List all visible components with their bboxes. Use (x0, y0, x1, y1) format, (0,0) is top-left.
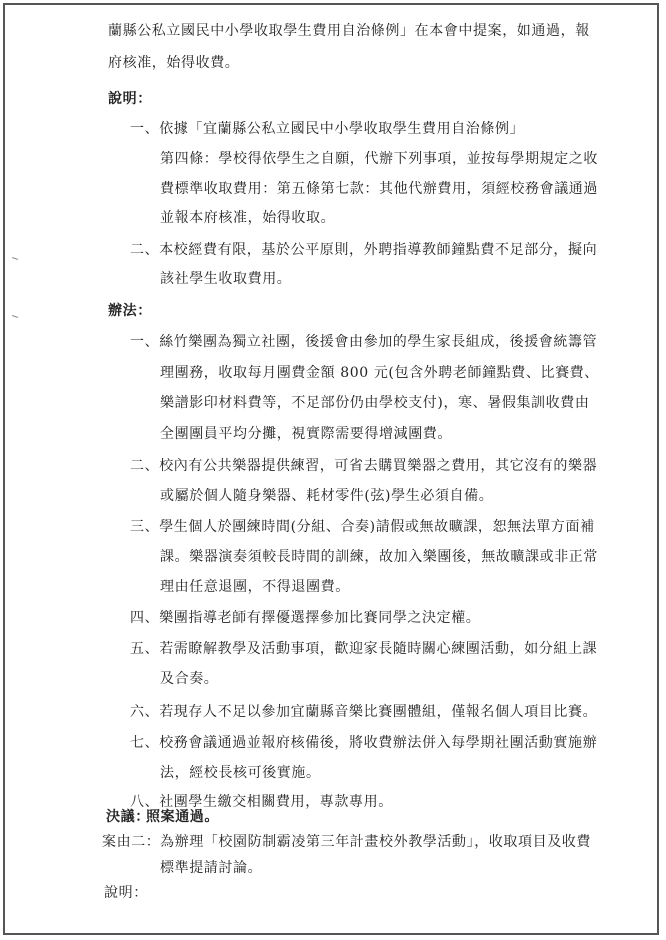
footer-explanation: 說明： (104, 885, 148, 901)
case2-label: 案由二： (102, 834, 161, 850)
method-item-line: 全團團員平均分攤，視實際需要得增減團費。 (160, 426, 452, 442)
resolution-text: 照案通過。 (146, 809, 219, 825)
method-item-line: 四、樂團指導老師有擇優選擇參加比賽同學之決定權。 (130, 610, 481, 626)
case2-line: 標準提請討論。 (160, 860, 263, 876)
intro-line: 蘭縣公私立國民中小學收取學生費用自治條例」在本會中提案，如通過，報 (108, 23, 590, 39)
explanation-sub-line: 並報本府核准，始得收取。 (160, 210, 336, 226)
explanation-sub-line: 第四條：學校得依學生之自願，代辦下列事項，並按每學期規定之收 (160, 151, 598, 167)
method-item-line: 一、絲竹樂團為獨立社團，後援會由參加的學生家長組成，後援會統籌管 (130, 334, 598, 350)
method-item-line: 五、若需瞭解教學及活動事項，歡迎家長隨時關心練團活動，如分組上課 (130, 641, 598, 657)
resolution-label: 決議： (106, 809, 150, 825)
method-item-line: 及合奏。 (160, 671, 219, 687)
explanation-item-line: 二、本校經費有限，基於公平原則，外聘指導教師鐘點費不足部分，擬向 (130, 242, 598, 258)
explanation-item-line: 一、依據「宜蘭縣公私立國民中小學收取學生費用自治條例」 (130, 121, 525, 137)
method-item-line: 課。樂器演奏須較長時間的訓練，故加入樂團後，無故曠課或非正常 (160, 549, 598, 565)
case2-line: 為辦理「校園防制霸凌第三年計畫校外教學活動」，收取項目及收費 (160, 834, 591, 850)
intro-line: 府核准，始得收費。 (108, 55, 240, 71)
method-item-line: 八、社團學生繳交相關費用，專款專用。 (130, 794, 393, 810)
explanation-heading: 說明： (108, 91, 152, 107)
method-item-line: 理由任意退團，不得退團費。 (160, 579, 350, 595)
method-item-line: 二、校內有公共樂器提供練習，可省去購買樂器之費用，其它沒有的樂器 (130, 458, 598, 474)
method-heading: 辦法： (108, 303, 152, 319)
explanation-item-line: 該社學生收取費用。 (160, 271, 292, 287)
method-item-line: 法，經校長核可後實施。 (160, 765, 321, 781)
method-item-line: 或屬於個人隨身樂器、耗材零件(弦)學生必須自備。 (160, 488, 494, 504)
method-item-line: 六、若現存人不足以參加宜蘭縣音樂比賽團體組，僅報名個人項目比賽。 (130, 704, 598, 720)
method-item-line: 理團務，收取每月團費金額 800 元(包含外聘老師鐘點費、比賽費、 (160, 365, 599, 381)
method-item-line: 樂譜影印材料費等，不足部份仍由學校支付)，寒、暑假集訓收費由 (160, 395, 590, 411)
method-item-line: 三、學生個人於團練時間(分組、合奏)請假或無故曠課，恕無法單方面補 (130, 519, 595, 535)
explanation-sub-line: 費標準收取費用：第五條第七款：其他代辦費用，須經校務會議通過 (160, 181, 598, 197)
method-item-line: 七、校務會議通過並報府核備後，將收費辦法併入每學期社團活動實施辦 (130, 735, 598, 751)
